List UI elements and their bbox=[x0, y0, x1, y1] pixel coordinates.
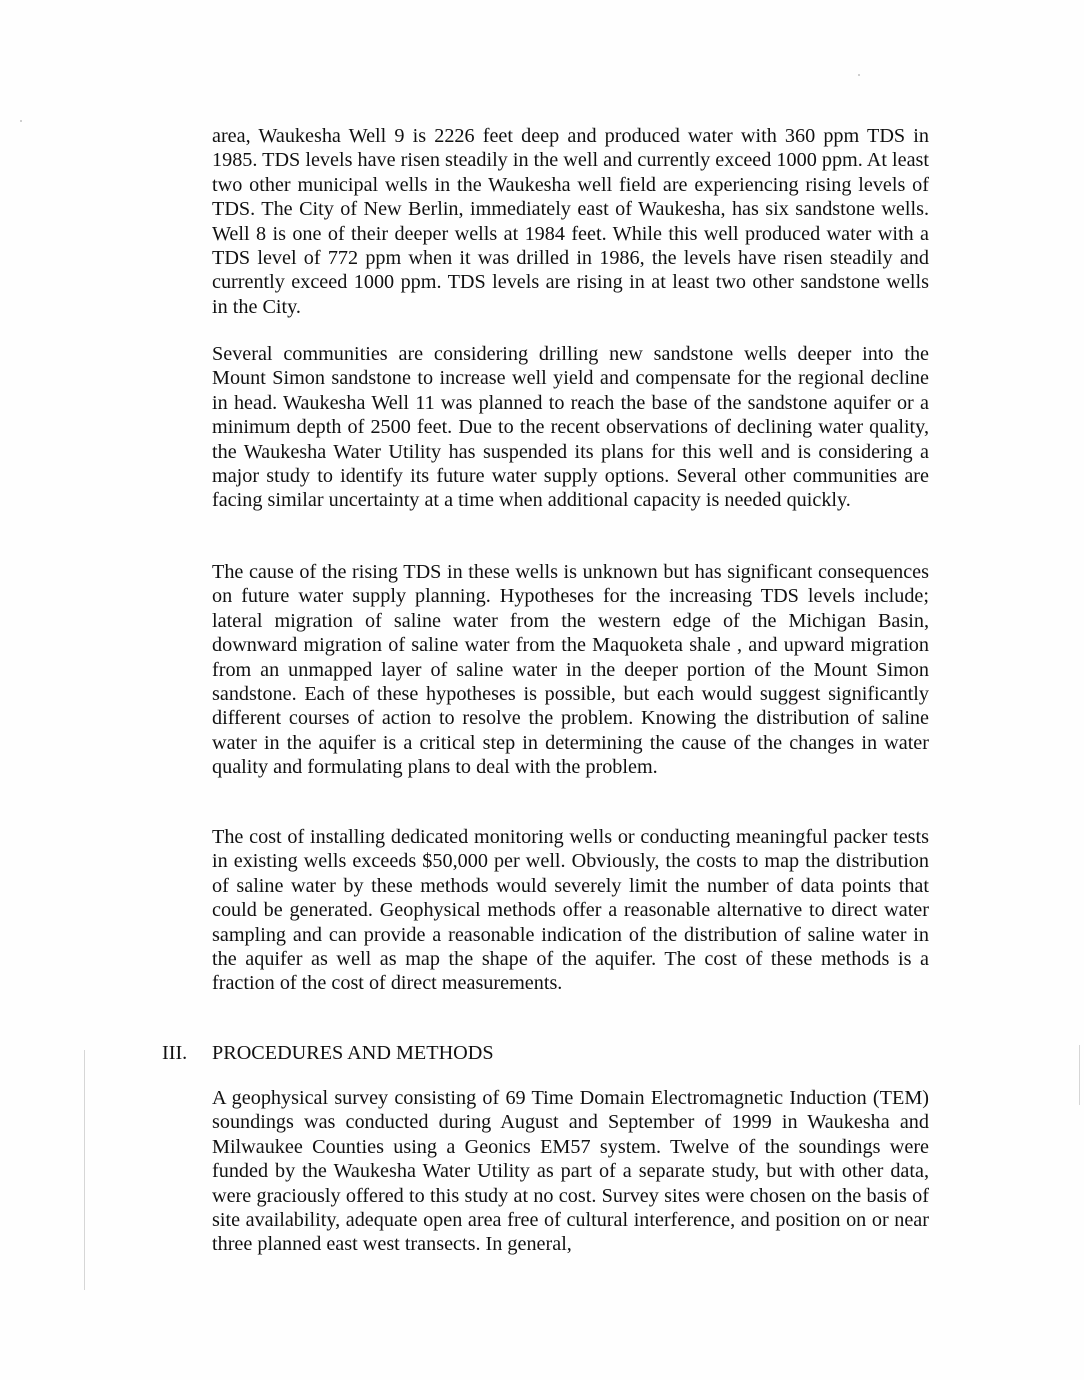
body-paragraph-1: area, Waukesha Well 9 is 2226 feet deep and produced water with 360 ppm TDS in 1985. TDS levels have risen steadily in the well and currently exceed 1000 ppm. At least two other municipal wells in the Waukesha well field are experiencing rising levels of TDS. The City of New Berlin, immediately east of Waukesha, has six sandstone wells. Well 8 is one of their deeper wells at 1984 feet. While this well produced water with a TDS level of 772 ppm when it was drilled in 1986, the levels have risen steadily and currently exceed 1000 ppm. TDS levels are rising in at least two other sandstone wells in the City. bbox=[212, 125, 929, 318]
scan-artifact-line bbox=[1079, 1045, 1080, 1105]
section-title: PROCEDURES AND METHODS bbox=[212, 1042, 494, 1064]
body-paragraph-2: Several communities are considering drilling new sandstone wells deeper into the Mount Simon sandstone to increase well yield and compensate for the regional decline in head. Waukesha Well 11 was planned to reach the base of the sandstone aquifer or a minimum depth of 2500 feet. Due to the recent observations of declining water quality, the Waukesha Water Utility has suspended its plans for this well and is considering a major study to identify its future water supply options. Several other communities are facing similar uncertainty at a time when additional capacity is needed quickly. bbox=[212, 343, 929, 512]
scan-artifact-dot bbox=[858, 74, 860, 76]
body-paragraph-3: The cause of the rising TDS in these wells is unknown but has significant consequences on future water supply planning. Hypotheses for the increasing TDS levels include; lateral migration of saline water from the western edge of the Michigan Basin, downward migration of saline water from the Maquoketa shale , and upward migration from an unmapped layer of saline water in the deeper portion of the Mount Simon sandstone. Each of these hypotheses is possible, but each would suggest significantly different courses of action to resolve the problem. Knowing the distribution of saline water in the aquifer is a critical step in determining the cause of the changes in water quality and formulating plans to deal with the problem. bbox=[212, 561, 929, 779]
scan-artifact-dot bbox=[20, 120, 22, 122]
section-paragraph: A geophysical survey consisting of 69 Time Domain Electromagnetic Induction (TEM) soundings was conducted during August and September of 1999 in Waukesha and Milwaukee Counties using a Geonics EM57 system. Twelve of the soundings were funded by the Waukesha Water Utility as part of a separate study, but with other data, were graciously offered to this study at no cost. Survey sites were chosen on the basis of site availability, adequate open area free of cultural interference, and position on or near three planned east west transects. In general, bbox=[212, 1087, 929, 1256]
scan-artifact-line bbox=[84, 1050, 85, 1290]
section-number: III. bbox=[162, 1042, 188, 1064]
body-paragraph-4: The cost of installing dedicated monitoring wells or conducting meaningful packer tests in existing wells exceeds $50,000 per well. Obviously, the costs to map the distribution of saline water by these methods would severely limit the number of data points that could be generated. Geophysical methods offer a reasonable alternative to direct water sampling and can provide a reasonable indication of the distribution of saline water in the aquifer as well as map the shape of the aquifer. The cost of these methods is a fraction of the cost of direct measurements. bbox=[212, 826, 929, 995]
